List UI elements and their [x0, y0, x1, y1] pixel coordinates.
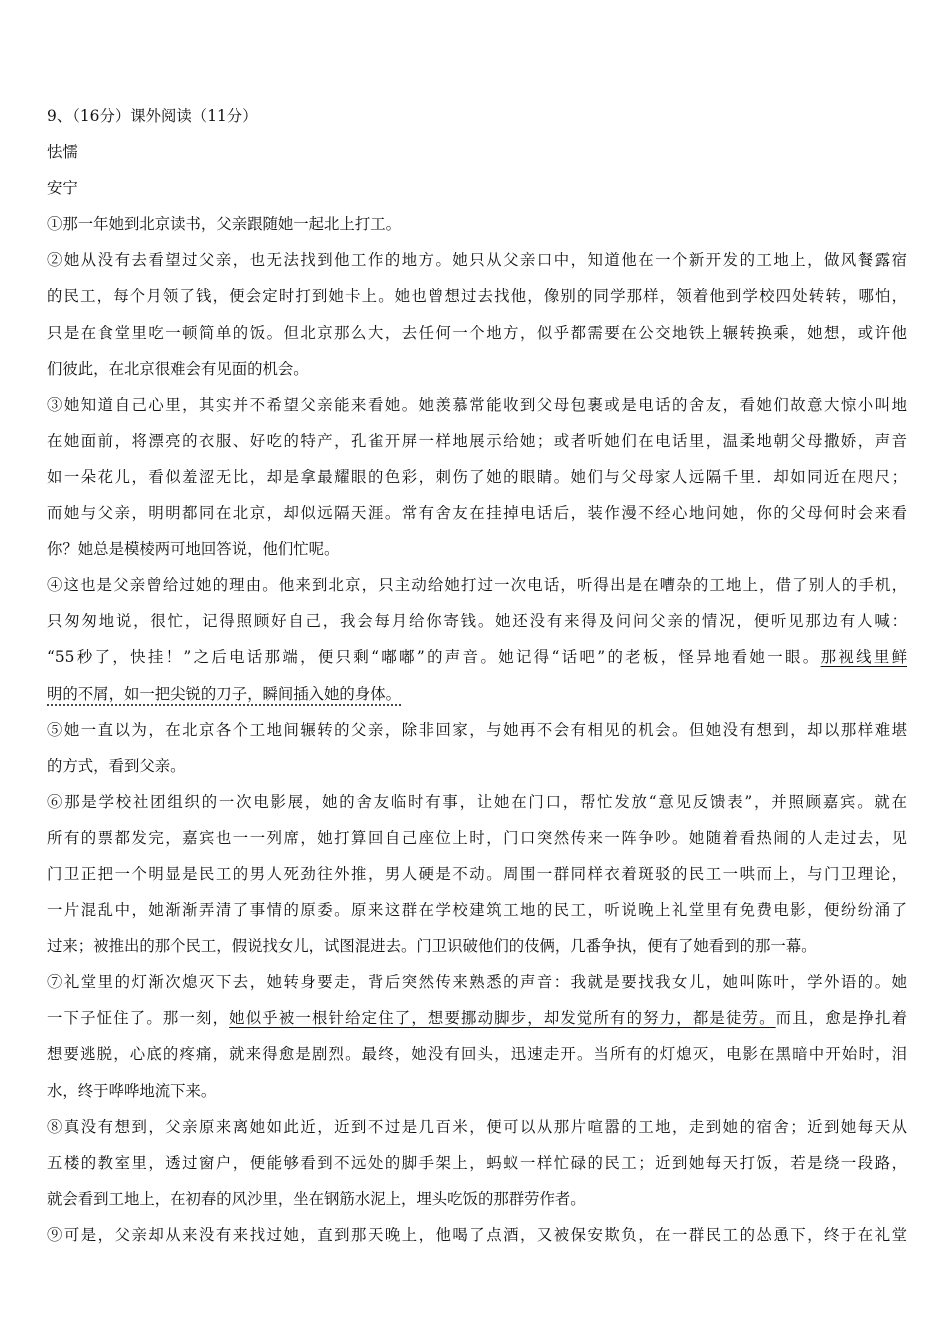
paragraph-line: ④这也是父亲曾给过她的理由。他来到北京，只主动给她打过一次电话，听得出是在嘈杂的工地上，借了别人的手机， [47, 576, 907, 595]
paragraph-text: 而且，愈是挣扎着 [775, 1009, 907, 1028]
paragraph-2 [47, 242, 907, 386]
paragraph-9 [47, 1217, 907, 1253]
paragraph-5 [47, 712, 907, 784]
paragraph-1: ①那一年她到北京读书，父亲跟随她一起北上打工。 [47, 215, 401, 234]
paragraph-line: 门卫正把一个明显是民工的男人死劲往外推，男人硬是不动。周围一群同样衣着斑驳的民工一哄而上，与门卫理论， [47, 864, 907, 883]
underlined-sentence: 她似乎被一根针给定住了，想要挪动脚步，却发觉所有的努力，都是徒劳。 [229, 1009, 776, 1028]
paragraph-line: 你？她总是模棱两可地回答说，他们忙呢。 [47, 540, 340, 559]
paragraph-line: ⑨可是，父亲却从来没有来找过她，直到那天晚上，他喝了点酒，又被保安欺负，在一群民工的怂恿下，终于在礼堂 [47, 1225, 907, 1244]
underlined-sentence: 那视线里鲜 [820, 648, 907, 667]
paragraph-line: ⑤她一直以为，在北京各个工地间辗转的父亲，除非回家，与她再不会有相见的机会。但她没有想到，却以那样难堪 [47, 720, 907, 739]
paragraph-line: 的民工，每个月领了钱，便会定时打到她卡上。她也曾想过去找他，像别的同学那样，领着他到学校四处转转，哪怕， [47, 287, 907, 306]
paragraph-line: 在她面前，将漂亮的衣服、好吃的特产，孔雀开屏一样地展示给她；或者听她们在电话里，温柔地朝父母撒娇，声音 [47, 431, 907, 450]
paragraph-line: 水，终于哗哗地流下来。 [47, 1081, 217, 1100]
paragraph-line [47, 1000, 907, 1036]
paragraph-line: 所有的票都发完，嘉宾也一一列席，她打算回自己座位上时，门口突然传来一阵争吵。她随着看热闹的人走过去，见 [47, 828, 907, 847]
paragraph-line: 只匆匆地说，很忙，记得照顾好自己，我会每月给你寄钱。她还没有来得及问问父亲的情况，便听见那边有人喊： [47, 612, 907, 631]
paragraph-text: 一下子怔住了。那一刻， [47, 1009, 230, 1028]
question-header: 9、（16分）课外阅读（11分） [47, 107, 258, 125]
paragraph-8 [47, 1109, 907, 1217]
paragraph-line: 就会看到工地上，在初春的风沙里，坐在钢筋水泥上，埋头吃饭的那群劳作者。 [47, 1189, 586, 1208]
paragraph-line: ⑧真没有想到，父亲原来离她如此近，近到不过是几百米，便可以从那片喧嚣的工地，走到她的宿舍；近到她每天从 [47, 1117, 907, 1136]
paragraph-7 [47, 964, 907, 1108]
paragraph-line [47, 676, 907, 712]
paragraph-line: 一片混乱中，她渐渐弄清了事情的原委。原来这群在学校建筑工地的民工，听说晚上礼堂里有免费电影，便纷纷涌了 [47, 901, 907, 920]
paragraph-line [47, 639, 907, 675]
paragraph-line: 的方式，看到父亲。 [47, 756, 186, 775]
paragraph-6 [47, 784, 907, 964]
paragraph-line: 五楼的教室里，透过窗户，便能够看到不远处的脚手架上，蚂蚁一样忙碌的民工；近到她每天打饭，若是绕一段路， [47, 1153, 907, 1172]
paragraph-line: ②她从没有去看望过父亲，也无法找到他工作的地方。她只从父亲口中，知道他在一个新开发的工地上，做风餐露宿 [47, 251, 907, 270]
paragraph-line: 如一朵花儿，看似羞涩无比，却是拿最耀眼的色彩，刺伤了她的眼睛。她们与父母家人远隔千里．却如同近在咫尺； [47, 467, 907, 486]
paragraph-line: 而她与父亲，明明都同在北京，却似远隔天涯。常有舍友在挂掉电话后，装作漫不经心地问她，你的父母何时会来看 [47, 504, 907, 523]
paragraph-text: “55秒了，快挂！”之后电话那端，便只剩“嘟嘟”的声音。她记得“话吧”的老板，怪异地看她一眼。 [47, 648, 821, 667]
paragraph-line: 想要逃脱，心底的疼痛，就来得愈是剧烈。最终，她没有回头，迅速走开。当所有的灯熄灭，电影在黑暗中开始时，泪 [47, 1045, 907, 1064]
underlined-sentence: 明的不屑，如一把尖锐的刀子，瞬间插入她的身体。 [47, 684, 401, 703]
article-title: 怯懦 [47, 143, 78, 162]
author: 安宁 [47, 179, 78, 198]
paragraph-line: ⑥那是学校社团组织的一次电影展，她的舍友临时有事，让她在门口，帮忙发放“意见反馈表”，并照顾嘉宾。就在 [47, 792, 907, 811]
paragraph-4 [47, 567, 907, 711]
paragraph-line: 只是在食堂里吃一顿简单的饭。但北京那么大，去任何一个地方，似乎都需要在公交地铁上辗转换乘，她想，或许他 [47, 323, 907, 342]
paragraph-line: 们彼此，在北京很难会有见面的机会。 [47, 359, 309, 378]
document-page [47, 98, 907, 1253]
paragraph-3 [47, 387, 907, 567]
paragraph-line: ③她知道自己心里，其实并不希望父亲能来看她。她羡慕常能收到父母包裹或是电话的舍友，看她们故意大惊小叫地 [47, 395, 907, 414]
paragraph-line: ⑦礼堂里的灯渐次熄灭下去，她转身要走，背后突然传来熟悉的声音：我就是要找我女儿，她叫陈叶，学外语的。她 [47, 973, 907, 992]
paragraph-line: 过来；被推出的那个民工，假说找女儿，试图混进去。门卫识破他们的伎俩，几番争执，便有了她看到的那一幕。 [47, 937, 817, 956]
